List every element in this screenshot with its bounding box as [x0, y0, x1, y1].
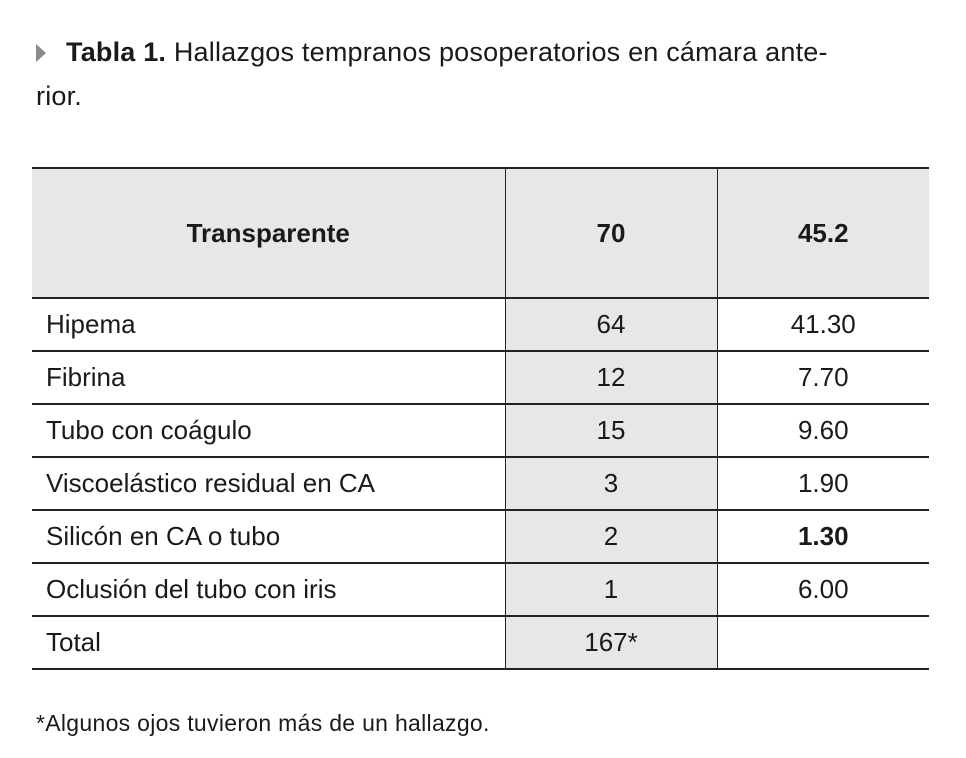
table-caption	[36, 30, 936, 118]
row-count: 2	[505, 510, 717, 563]
row-name: Total	[32, 616, 505, 669]
caption-text: Hallazgos tempranos posoperatorios en cámara ante-	[173, 37, 828, 67]
table-footnote: *Algunos ojos tuvieron más de un hallazgo.	[36, 710, 490, 736]
row-count: 12	[505, 351, 717, 404]
row-percent: 1.90	[717, 457, 929, 510]
row-name: Fibrina	[32, 351, 505, 404]
caption-text-continued: rior.	[36, 81, 83, 111]
findings-table	[32, 167, 929, 670]
table-row-total	[32, 616, 929, 669]
table-row	[32, 351, 929, 404]
table-row	[32, 457, 929, 510]
row-percent	[717, 616, 929, 669]
row-name: Oclusión del tubo con iris	[32, 563, 505, 616]
table-row	[32, 510, 929, 563]
header-percent: 45.2	[717, 168, 929, 298]
table-header-row	[32, 168, 929, 298]
row-percent: 1.30	[717, 510, 929, 563]
row-name: Viscoelástico residual en CA	[32, 457, 505, 510]
row-percent: 7.70	[717, 351, 929, 404]
caption-marker-icon	[36, 44, 46, 62]
caption-label: Tabla 1.	[66, 37, 167, 67]
row-name: Hipema	[32, 298, 505, 351]
table-row	[32, 404, 929, 457]
row-percent: 9.60	[717, 404, 929, 457]
header-count: 70	[505, 168, 717, 298]
header-transparente: Transparente	[32, 168, 505, 298]
table-row	[32, 298, 929, 351]
row-count: 167*	[505, 616, 717, 669]
row-count: 15	[505, 404, 717, 457]
row-percent: 6.00	[717, 563, 929, 616]
row-percent: 41.30	[717, 298, 929, 351]
row-name: Silicón en CA o tubo	[32, 510, 505, 563]
row-count: 1	[505, 563, 717, 616]
row-count: 3	[505, 457, 717, 510]
table-row	[32, 563, 929, 616]
row-name: Tubo con coágulo	[32, 404, 505, 457]
row-count: 64	[505, 298, 717, 351]
